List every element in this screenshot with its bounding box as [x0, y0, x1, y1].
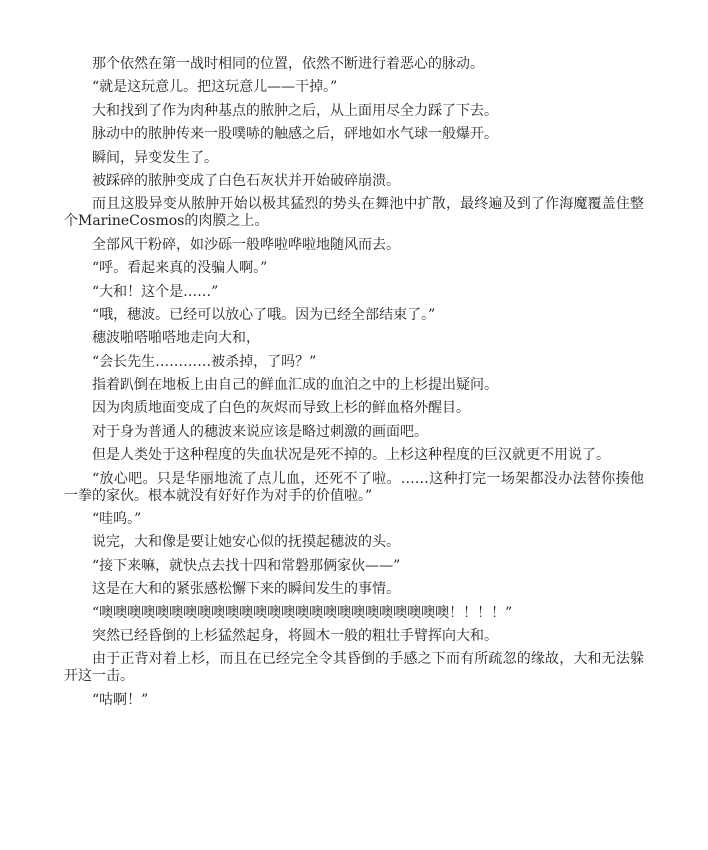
- paragraph: 大和找到了作为肉种基点的脓肿之后，从上面用尽全力踩了下去。: [92, 102, 498, 119]
- paragraph: 全部风干粉碎，如沙砾一般哗啦哗啦地随风而去。: [92, 236, 400, 253]
- paragraph: 对于身为普通人的穗波来说应该是略过刺激的画面吧。: [92, 423, 428, 440]
- paragraph: 指着趴倒在地板上由自己的鲜血汇成的血泊之中的上杉提出疑问。: [92, 377, 498, 394]
- paragraph: “大和！这个是……”: [92, 283, 219, 300]
- paragraph: 那个依然在第一战时相同的位置，依然不断进行着恶心的脉动。: [92, 56, 484, 72]
- paragraph: 脉动中的脓肿传来一股噗哧的触感之后，砰地如水气球一般爆开。: [92, 126, 498, 143]
- paragraph: 因为肉质地面变成了白色的灰烬而导致上杉的鲜血格外醒目。: [92, 400, 470, 417]
- paragraph: “噢噢噢噢噢噢噢噢噢噢噢噢噢噢噢噢噢噢噢噢噢噢噢噢噢！！！！”: [92, 604, 513, 621]
- paragraph: “接下来嘛，就快点去找十四和常磐那俩家伙——”: [92, 557, 401, 574]
- paragraph: “放心吧。只是华丽地流了点儿血，还死不了啦。……这种打完一场架都没办法替你揍他一拳的家伙。根本就没有好好作为对手的价值啦。”: [64, 470, 644, 504]
- paragraph: “咕啊！”: [92, 691, 149, 708]
- paragraph: 被踩碎的脓肿变成了白色石灰状并开始破碎崩溃。: [92, 172, 400, 189]
- paragraph: “会长先生…………被杀掉，了吗？”: [92, 353, 317, 370]
- paragraph: “呼。看起来真的没骗人啊。”: [92, 260, 268, 277]
- paragraph: “哇呜。”: [92, 511, 142, 528]
- paragraph: 穗波啪嗒啪嗒地走向大和，: [92, 330, 260, 347]
- paragraph: 这是在大和的紧张感松懈下来的瞬间发生的事情。: [92, 581, 400, 598]
- paragraph: 但是人类处于这种程度的失血状况是死不掉的。上杉这种程度的巨汉就更不用说了。: [92, 447, 610, 464]
- paragraph: “就是这玩意儿。把这玩意儿——干掉。”: [92, 79, 338, 96]
- paragraph: 而且这股异变从脓肿开始以极其猛烈的势头在舞池中扩散，最终遍及到了作海魔覆盖住整个MarineCosmos的肉膜之上。: [64, 196, 644, 230]
- paragraph: 突然已经昏倒的上杉猛然起身，将圆木一般的粗壮手臂挥向大和。: [92, 627, 498, 644]
- paragraph: 说完，大和像是要让她安心似的抚摸起穗波的头。: [92, 534, 400, 551]
- paragraph: 由于正背对着上杉，而且在已经完全令其昏倒的手感之下而有所疏忽的缘故，大和无法躲开这一击。: [64, 651, 644, 685]
- paragraph: “哦，穗波。已经可以放心了哦。因为已经全部结束了。”: [92, 306, 436, 323]
- paragraph: 瞬间，异变发生了。: [92, 149, 218, 166]
- novel-page: [64, 56, 644, 715]
